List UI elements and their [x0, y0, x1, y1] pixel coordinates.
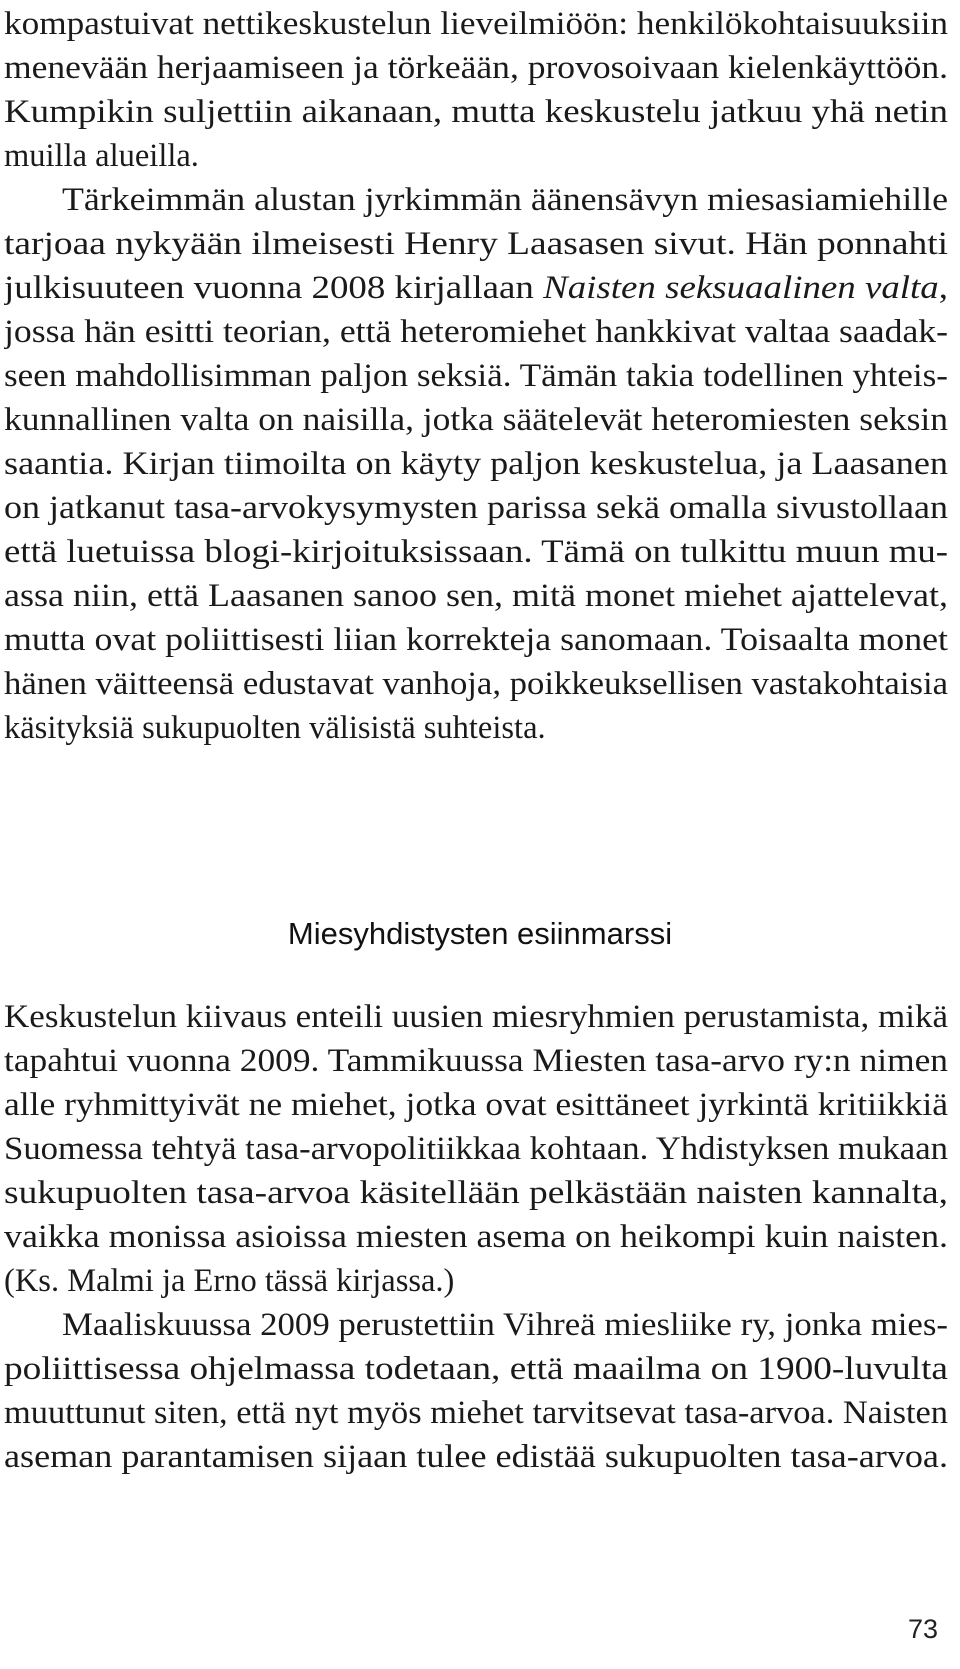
text-line: hänen väitteensä edustavat vanhoja, poikkeuksellisen vastakohtaisia	[4, 666, 948, 702]
section-heading: Miesyhdistysten esiinmarssi	[287, 916, 673, 951]
text-line: kunnallinen valta on naisilla, jotka säätelevät heteromiesten seksin	[4, 402, 948, 438]
text-line: seen mahdollisimman paljon seksiä. Tämän takia todellinen yhteis-	[4, 358, 948, 394]
text-line: aseman parantamisen sijaan tulee edistää sukupuolten tasa-arvoa.	[4, 1439, 948, 1475]
text-run: julkisuuteen vuonna 2008 kirjallaan	[4, 270, 544, 306]
text-line: Maaliskuussa 2009 perustettiin Vihreä miesliike ry, jonka mies-	[62, 1307, 948, 1343]
book-title: Naisten seksuaalinen valta	[543, 270, 939, 306]
text-line: tarjoaa nykyään ilmeisesti Henry Laasasen sivut. Hän ponnahti	[4, 226, 948, 262]
text-line: kompastuivat nettikeskustelun lieveilmiöön: henkilökohtaisuuksiin	[4, 6, 948, 42]
text-line: on jatkanut tasa-arvokysymysten parissa sekä omalla sivustollaan	[4, 490, 948, 526]
text-line: poliittisessa ohjelmassa todetaan, että maailma on 1900-luvulta	[4, 1351, 948, 1387]
text-line: Kumpikin suljettiin aikanaan, mutta keskustelu jatkuu yhä netin	[4, 94, 948, 130]
text-line: alle ryhmittyivät ne miehet, jotka ovat esittäneet jyrkintä kritiikkiä	[4, 1087, 948, 1123]
text-line	[4, 266, 948, 310]
punctuation: ,	[938, 270, 948, 306]
text-line: että luetuissa blogi-kirjoituksissaan. Tämä on tulkittu muun mu-	[4, 534, 948, 570]
text-line: sukupuolten tasa-arvoa käsitellään pelkästään naisten kannalta,	[4, 1175, 948, 1211]
text-line: menevään herjaamiseen ja törkeään, provosoivaan kielenkäyttöön.	[4, 50, 948, 86]
text-line: saantia. Kirjan tiimoilta on käyty paljon keskustelua, ja Laasanen	[4, 446, 948, 482]
text-line: Keskustelun kiivaus enteili uusien miesryhmien perustamista, mikä	[4, 999, 948, 1035]
text-line: mutta ovat poliittisesti liian korrekteja sanomaan. Toisaalta monet	[4, 622, 948, 658]
page-number: 73	[907, 1614, 938, 1644]
text-line: assa niin, että Laasanen sanoo sen, mitä monet miehet ajattelevat,	[4, 578, 948, 614]
text-line: muuttunut siten, että nyt myös miehet tarvitsevat tasa-arvoa. Naisten	[4, 1395, 948, 1431]
text-line: Suomessa tehtyä tasa-arvopolitiikkaa kohtaan. Yhdistyksen mukaan	[4, 1131, 948, 1167]
text-line: muilla alueilla.	[4, 138, 199, 174]
text-line: (Ks. Malmi ja Erno tässä kirjassa.)	[4, 1263, 455, 1299]
text-line: Tärkeimmän alustan jyrkimmän äänensävyn miesasiamiehille	[62, 182, 948, 218]
text-line: tapahtui vuonna 2009. Tammikuussa Miesten tasa-arvo ry:n nimen	[4, 1043, 948, 1079]
text-line: vaikka monissa asioissa miesten asema on heikompi kuin naisten.	[4, 1219, 948, 1255]
text-line: jossa hän esitti teorian, että heteromiehet hankkivat valtaa saadak-	[4, 314, 948, 350]
text-line: käsityksiä sukupuolten välisistä suhteista.	[4, 710, 546, 746]
